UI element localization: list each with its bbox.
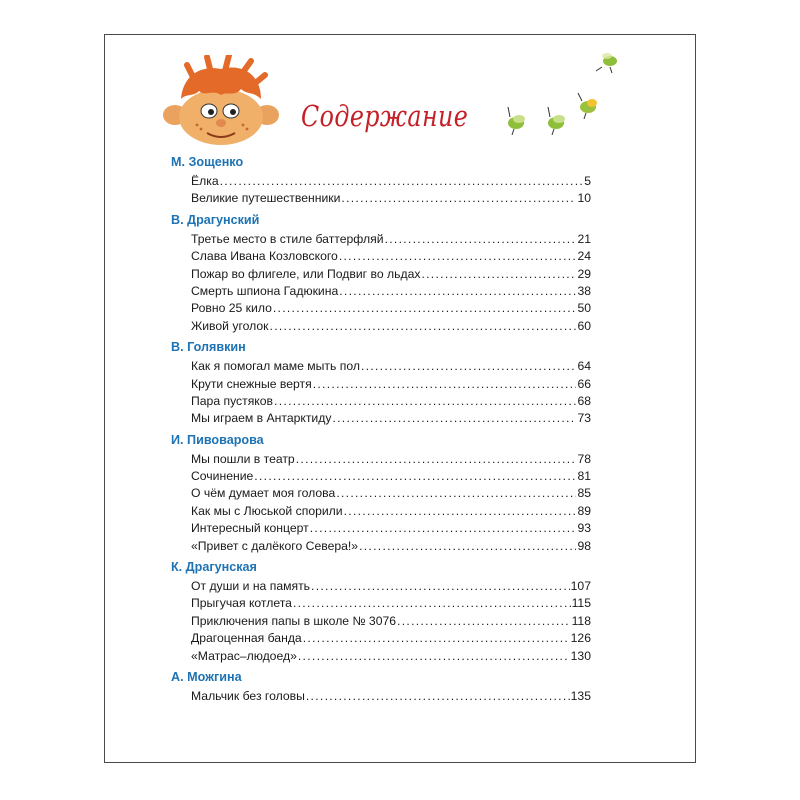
dot-leader bbox=[339, 248, 577, 265]
entry-page-number: 85 bbox=[577, 486, 591, 501]
entry-title: Ёлка bbox=[191, 174, 219, 188]
entry-title: Приключения папы в школе № 3076 bbox=[191, 613, 397, 628]
entry-page-number: 66 bbox=[577, 376, 591, 391]
entry-title: Прыгучая котлета bbox=[191, 596, 292, 611]
book-page bbox=[104, 34, 696, 763]
toc-entry bbox=[171, 630, 591, 647]
toc-section bbox=[171, 339, 591, 428]
toc-entry bbox=[171, 300, 591, 317]
dot-leader bbox=[306, 688, 570, 705]
toc-entry bbox=[171, 451, 591, 468]
dot-leader bbox=[310, 520, 577, 537]
entry-title: Крути снежные вертя bbox=[191, 376, 312, 391]
dot-leader bbox=[336, 485, 576, 502]
toc-entry bbox=[171, 578, 591, 595]
dot-leader bbox=[303, 630, 570, 647]
toc-entry bbox=[171, 520, 591, 537]
entry-page-number: 29 bbox=[577, 266, 591, 281]
dot-leader bbox=[339, 283, 576, 300]
dot-leader bbox=[296, 451, 577, 468]
toc-section bbox=[171, 154, 591, 208]
entry-title: Пара пустяков bbox=[191, 393, 274, 408]
dot-leader bbox=[344, 503, 577, 520]
entry-page-number: 64 bbox=[577, 359, 591, 374]
toc-section bbox=[171, 212, 591, 335]
entry-title: «Матрас–людоед» bbox=[191, 648, 297, 663]
toc-section bbox=[171, 559, 591, 665]
author-heading: В. Драгунский bbox=[171, 212, 260, 227]
entry-page-number: 68 bbox=[577, 393, 591, 408]
entry-page-number: 5 bbox=[584, 174, 591, 188]
dot-leader bbox=[311, 578, 570, 595]
dot-leader bbox=[332, 410, 576, 427]
toc-entry bbox=[171, 376, 591, 393]
entry-page-number: 73 bbox=[577, 411, 591, 426]
entry-title: Великие путешественники bbox=[191, 191, 341, 206]
table-of-contents bbox=[171, 150, 591, 707]
entry-page-number: 38 bbox=[577, 283, 591, 298]
entry-title: «Привет с далёкого Севера!» bbox=[191, 538, 359, 553]
dot-leader bbox=[270, 318, 577, 335]
entry-title: Как мы с Люськой спорили bbox=[191, 503, 343, 518]
toc-entry bbox=[171, 248, 591, 265]
dot-leader bbox=[385, 231, 577, 248]
toc-entry bbox=[171, 538, 591, 555]
toc-entry bbox=[171, 283, 591, 300]
entry-page-number: 135 bbox=[570, 688, 591, 703]
entry-page-number: 50 bbox=[577, 301, 591, 316]
entry-page-number: 81 bbox=[577, 469, 591, 484]
entry-page-number: 98 bbox=[577, 538, 591, 553]
entry-title: Мы пошли в театр bbox=[191, 451, 295, 466]
dot-leader bbox=[298, 648, 570, 665]
dot-leader bbox=[341, 190, 576, 207]
dot-leader bbox=[313, 376, 577, 393]
toc-entry bbox=[171, 266, 591, 283]
toc-entry bbox=[171, 318, 591, 335]
toc-entry bbox=[171, 613, 591, 630]
entry-title: Живой уголок bbox=[191, 318, 269, 333]
entry-page-number: 21 bbox=[577, 231, 591, 246]
toc-entry bbox=[171, 190, 591, 207]
boy-head-illustration bbox=[161, 55, 287, 151]
dot-leader bbox=[220, 173, 584, 190]
entry-title: Мальчик без головы bbox=[191, 688, 305, 703]
entry-title: Как я помогал маме мыть пол bbox=[191, 359, 360, 374]
entry-page-number: 78 bbox=[577, 451, 591, 466]
toc-entry bbox=[171, 688, 591, 705]
dot-leader bbox=[359, 538, 576, 555]
toc-entry bbox=[171, 410, 591, 427]
toc-entry bbox=[171, 595, 591, 612]
entry-title: О чём думает моя голова bbox=[191, 486, 336, 501]
toc-entry bbox=[171, 358, 591, 375]
toc-entry bbox=[171, 173, 591, 190]
entry-page-number: 107 bbox=[570, 579, 591, 594]
author-heading: А. Можгина bbox=[171, 669, 242, 684]
entry-page-number: 93 bbox=[577, 521, 591, 536]
entry-title: Пожар во флигеле, или Подвиг во льдах bbox=[191, 266, 421, 281]
toc-entry bbox=[171, 393, 591, 410]
entry-page-number: 89 bbox=[577, 503, 591, 518]
entry-title: Ровно 25 кило bbox=[191, 301, 272, 316]
toc-section bbox=[171, 669, 591, 705]
entry-title: Мы играем в Антарктиду bbox=[191, 411, 332, 426]
entry-page-number: 24 bbox=[577, 249, 591, 264]
dot-leader bbox=[293, 595, 571, 612]
entry-page-number: 126 bbox=[570, 631, 591, 646]
dot-leader bbox=[397, 613, 571, 630]
toc-entry bbox=[171, 468, 591, 485]
entry-title: От души и на память bbox=[191, 579, 311, 594]
entry-page-number: 130 bbox=[570, 648, 591, 663]
author-heading: К. Драгунская bbox=[171, 560, 257, 575]
dot-leader bbox=[273, 300, 577, 317]
dot-leader bbox=[421, 266, 576, 283]
toc-entry bbox=[171, 231, 591, 248]
dot-leader bbox=[274, 393, 576, 410]
entry-title: Интересный концерт bbox=[191, 521, 309, 536]
toc-section bbox=[171, 432, 591, 555]
entry-page-number: 60 bbox=[577, 318, 591, 333]
author-heading: М. Зощенко bbox=[171, 155, 244, 169]
page-title: Содержание bbox=[301, 99, 469, 133]
entry-title: Драгоценная банда bbox=[191, 631, 302, 646]
entry-page-number: 115 bbox=[571, 596, 591, 611]
entry-title: Слава Ивана Козловского bbox=[191, 249, 338, 264]
dot-leader bbox=[254, 468, 576, 485]
entry-page-number: 10 bbox=[577, 191, 591, 206]
entry-title: Сочинение bbox=[191, 469, 254, 484]
toc-entry bbox=[171, 503, 591, 520]
toc-entry bbox=[171, 485, 591, 502]
author-heading: В. Голявкин bbox=[171, 340, 246, 355]
entry-page-number: 118 bbox=[571, 613, 591, 628]
entry-title: Смерть шпиона Гадюкина bbox=[191, 283, 339, 298]
toc-entry bbox=[171, 648, 591, 665]
entry-title: Третье место в стиле баттерфляй bbox=[191, 231, 384, 246]
dot-leader bbox=[361, 358, 576, 375]
author-heading: И. Пивоварова bbox=[171, 432, 264, 447]
flying-bugs-illustration bbox=[490, 41, 640, 141]
